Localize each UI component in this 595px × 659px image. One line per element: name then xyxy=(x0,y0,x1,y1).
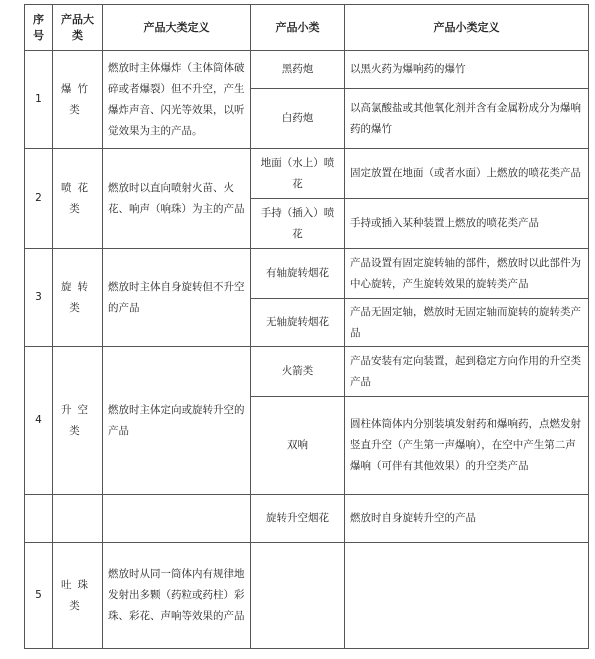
category-def-cell: 燃放时从同一筒体内有规律地发射出多颗（药粒或药柱）彩珠、彩花、声响等效果的产品 xyxy=(103,543,251,649)
category-cell: 爆竹类 xyxy=(53,51,103,149)
subcategory-cell: 地面（水上）喷花 xyxy=(251,149,345,199)
subcategory-cell: 旋转升空烟花 xyxy=(251,495,345,543)
subcategory-def-cell: 以高氯酸盐或其他氧化剂并含有金属粉成分为爆响药的爆竹 xyxy=(345,89,589,149)
seq-cell: 2 xyxy=(25,149,53,249)
category-def-cell: 燃放时主体爆炸（主体筒体破碎或者爆裂）但不升空，产生爆炸声音、闪光等效果，以听觉效果为主的产品。 xyxy=(103,51,251,149)
subcategory-cell: 有轴旋转烟花 xyxy=(251,249,345,299)
seq-cell: 1 xyxy=(25,51,53,149)
subcategory-cell: 双响 xyxy=(251,397,345,495)
category-cell: 吐珠类 xyxy=(53,543,103,649)
seq-cell: 4 xyxy=(25,347,53,495)
header-category: 产品大类 xyxy=(53,5,103,51)
subcategory-cell: 黑药炮 xyxy=(251,51,345,89)
category-def-cell-empty xyxy=(103,495,251,543)
header-subcategory: 产品小类 xyxy=(251,5,345,51)
header-category-def: 产品大类定义 xyxy=(103,5,251,51)
subcategory-def-cell: 产品安装有定向装置，起到稳定方向作用的升空类产品 xyxy=(345,347,589,397)
table-row xyxy=(25,495,589,543)
seq-cell: 5 xyxy=(25,543,53,649)
subcategory-def-cell: 手持或插入某种装置上燃放的喷花类产品 xyxy=(345,199,589,249)
subcategory-cell: 手持（插入）喷花 xyxy=(251,199,345,249)
subcategory-cell-empty xyxy=(251,543,345,649)
subcategory-def-cell: 产品设置有固定旋转轴的部件，燃放时以此部件为中心旋转，产生旋转效果的旋转类产品 xyxy=(345,249,589,299)
category-def-cell: 燃放时主体定向或旋转升空的产品 xyxy=(103,347,251,495)
category-cell: 旋转类 xyxy=(53,249,103,347)
subcategory-def-cell: 以黑火药为爆响药的爆竹 xyxy=(345,51,589,89)
table-row xyxy=(25,249,589,299)
category-cell: 升空类 xyxy=(53,347,103,495)
category-def-cell: 燃放时以直向喷射火苗、火花、响声（响珠）为主的产品 xyxy=(103,149,251,249)
table-row xyxy=(25,51,589,89)
subcategory-cell: 火箭类 xyxy=(251,347,345,397)
subcategory-def-cell: 产品无固定轴，燃放时无固定轴而旋转的旋转类产品 xyxy=(345,299,589,347)
subcategory-def-cell: 固定放置在地面（或者水面）上燃放的喷花类产品 xyxy=(345,149,589,199)
subcategory-cell: 白药炮 xyxy=(251,89,345,149)
seq-cell-empty xyxy=(25,495,53,543)
header-row xyxy=(25,5,589,51)
seq-cell: 3 xyxy=(25,249,53,347)
subcategory-cell: 无轴旋转烟花 xyxy=(251,299,345,347)
subcategory-def-cell-empty xyxy=(345,543,589,649)
header-subcategory-def: 产品小类定义 xyxy=(345,5,589,51)
category-cell: 喷花类 xyxy=(53,149,103,249)
table-row xyxy=(25,543,589,649)
category-cell-empty xyxy=(53,495,103,543)
table-row xyxy=(25,347,589,397)
table-row xyxy=(25,149,589,199)
fireworks-classification-table xyxy=(24,4,589,649)
category-def-cell: 燃放时主体自身旋转但不升空的产品 xyxy=(103,249,251,347)
header-seq: 序号 xyxy=(25,5,53,51)
subcategory-def-cell: 燃放时自身旋转升空的产品 xyxy=(345,495,589,543)
subcategory-def-cell: 圆柱体筒体内分别装填发射药和爆响药，点燃发射竖直升空（产生第一声爆响），在空中产生第二声爆响（可伴有其他效果）的升空类产品 xyxy=(345,397,589,495)
